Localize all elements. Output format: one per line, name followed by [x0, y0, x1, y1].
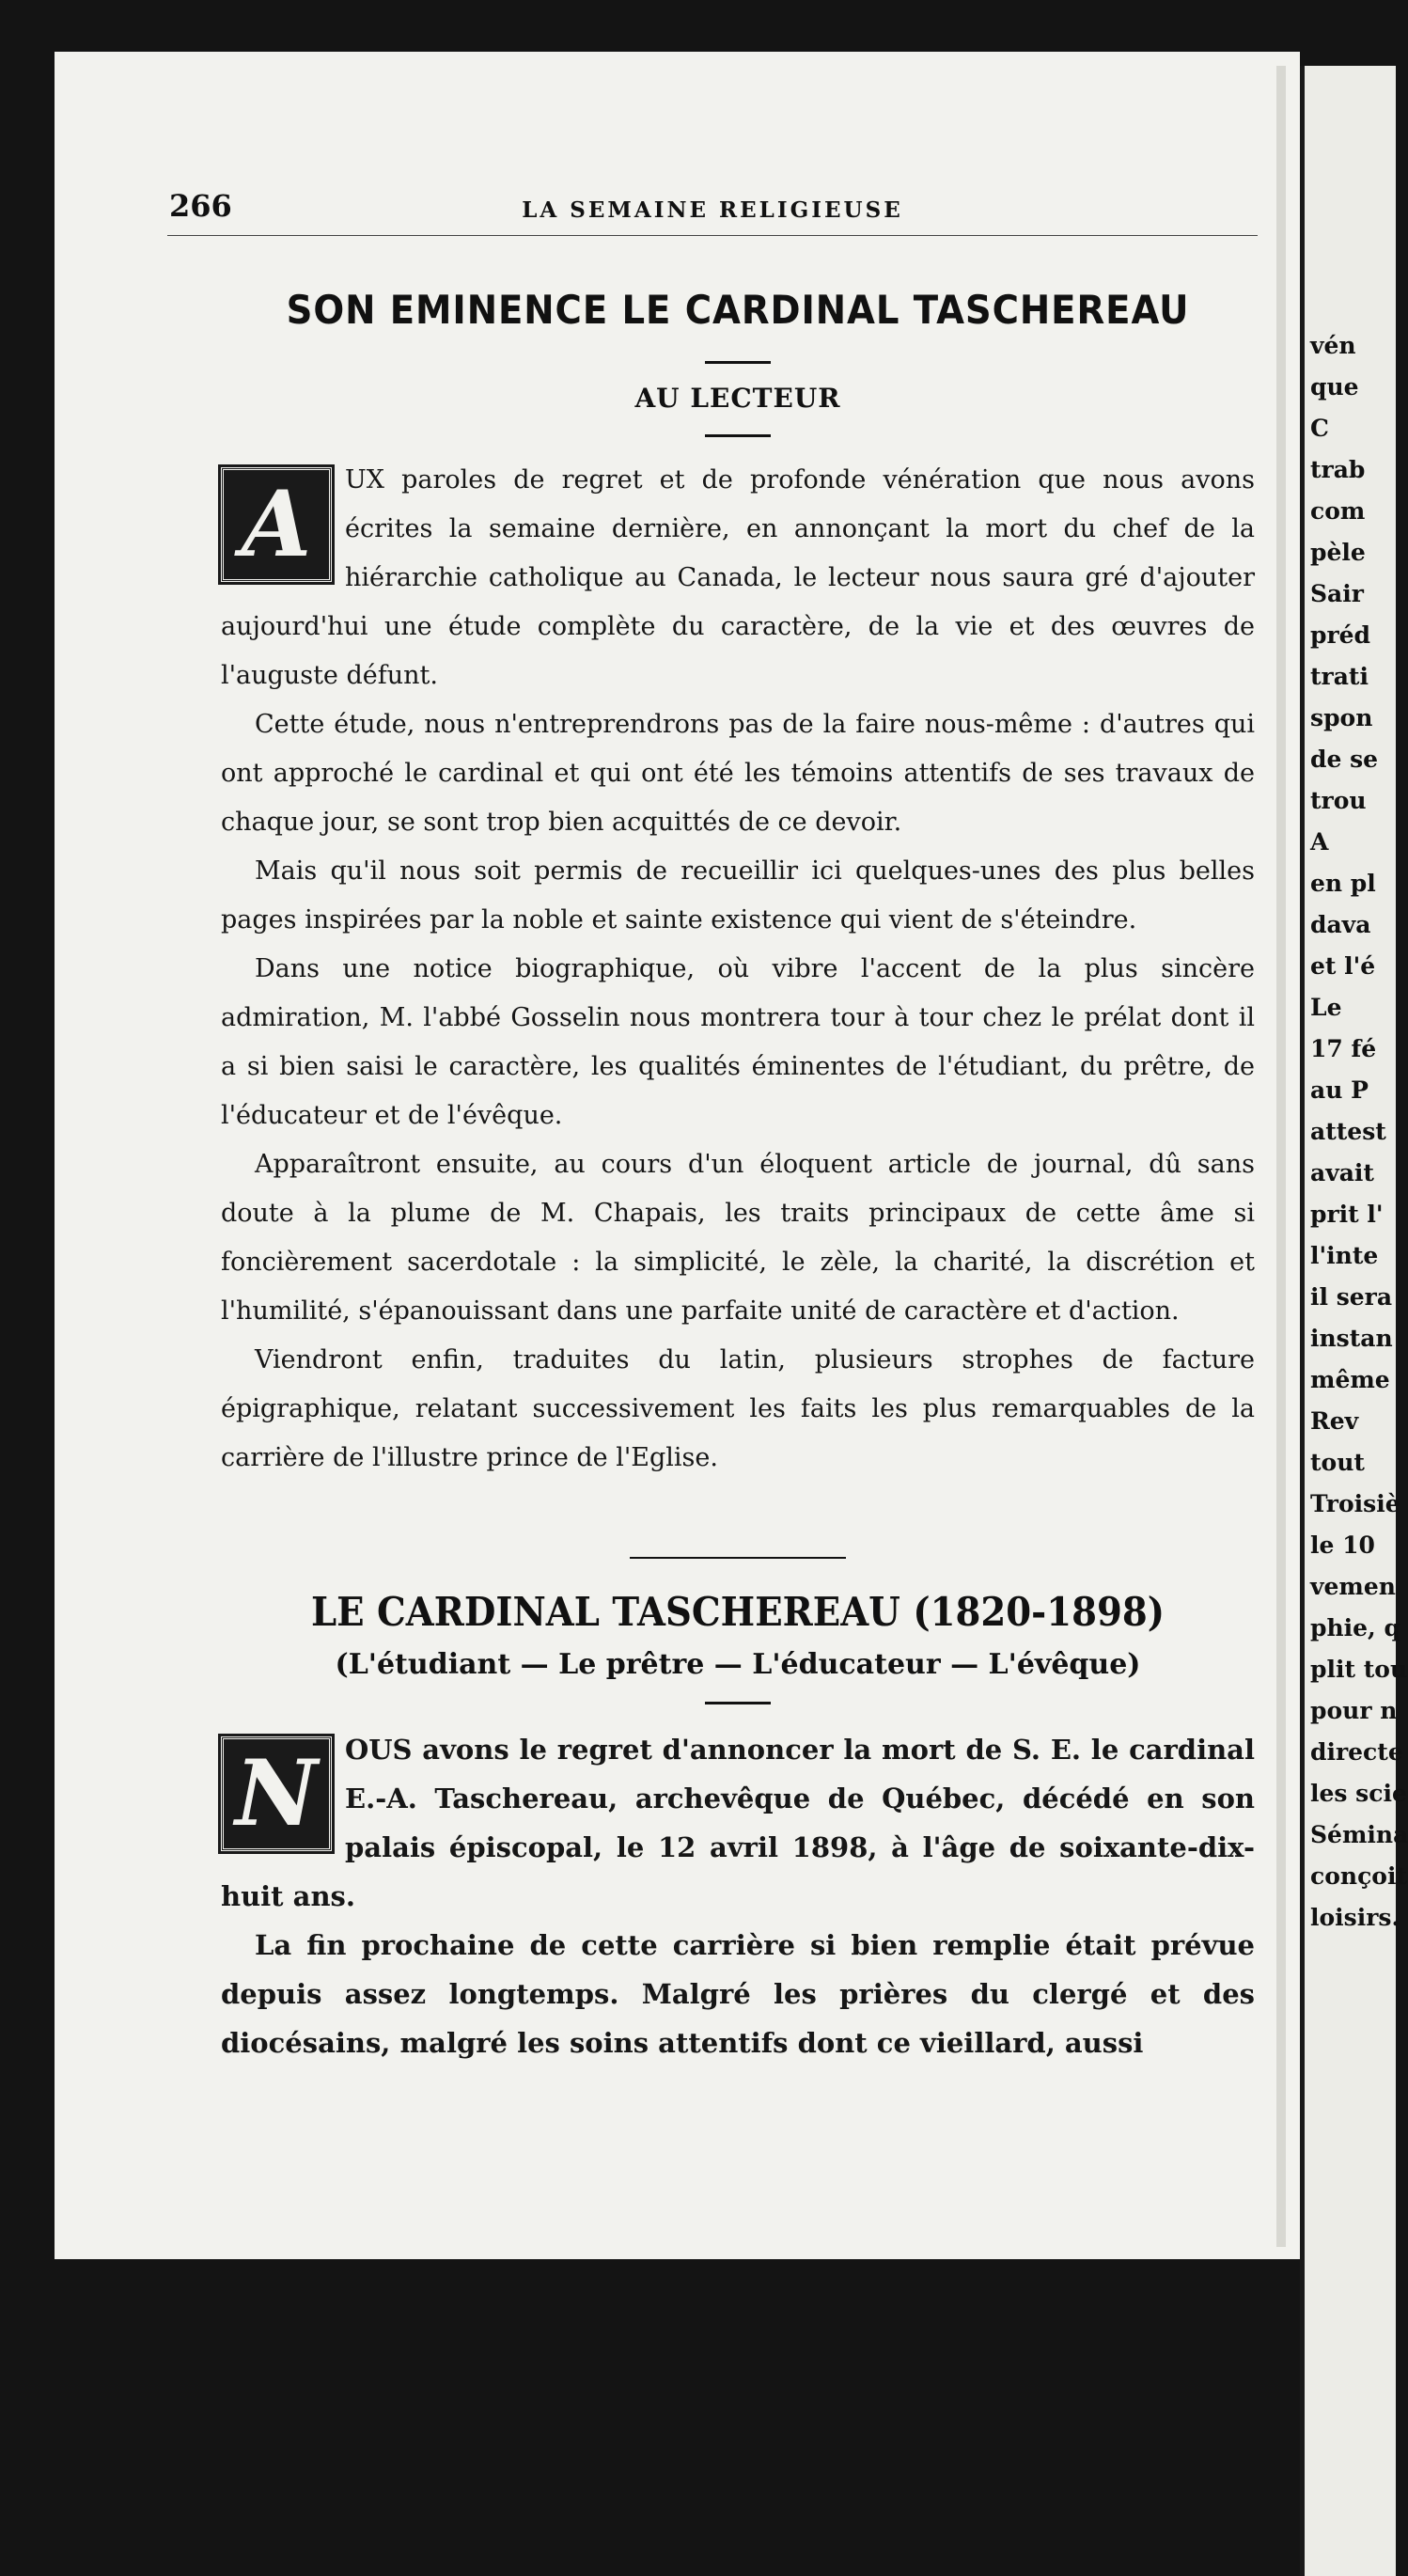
subtitle-rule	[705, 434, 771, 437]
article-title: SON EMINENCE LE CARDINAL TASCHEREAU	[286, 287, 1190, 333]
adjacent-page-line: les scie	[1310, 1780, 1407, 1807]
adjacent-page-line: loisirs.	[1310, 1904, 1400, 1931]
page-edge	[1276, 66, 1286, 2247]
page-number: 266	[169, 188, 232, 224]
adjacent-page-line: le 10	[1310, 1531, 1375, 1559]
adjacent-page-line: Sémina	[1310, 1821, 1408, 1848]
adjacent-page-line: directe	[1310, 1738, 1403, 1766]
adjacent-page-line: 17 fé	[1310, 1035, 1377, 1062]
subtitle-rule	[705, 1702, 771, 1704]
article-au-lecteur	[221, 287, 1255, 1483]
adjacent-page-line: même	[1310, 1366, 1390, 1393]
adjacent-page-line: préd	[1310, 621, 1371, 649]
adjacent-page-line: vén	[1310, 332, 1356, 359]
paragraph: Mais qu'il nous soit permis de recueillir ici quelques-unes des plus belles pages inspirées par la noble et sainte existence qui vient de s'éteindre.	[221, 856, 1255, 935]
adjacent-page-line: de se	[1310, 746, 1379, 773]
article-body	[221, 456, 1255, 1483]
article-subtitle: AU LECTEUR	[634, 383, 841, 414]
article-body	[221, 1725, 1255, 2067]
adjacent-page-line: que	[1310, 373, 1359, 401]
article-cardinal-taschereau	[221, 1589, 1255, 2067]
dropcap-letter: A	[221, 467, 332, 582]
running-header	[167, 188, 1258, 236]
adjacent-page-line: et l'é	[1310, 952, 1376, 980]
adjacent-page-line: attest	[1310, 1118, 1386, 1145]
adjacent-page-line: au P	[1310, 1076, 1369, 1104]
adjacent-page-line: Sair	[1310, 580, 1364, 607]
section-separator	[221, 1557, 1255, 1559]
paragraph: La fin prochaine de cette carrière si bien remplie était prévue depuis assez longtemps. Malgré les prières du clergé et des diocésains, malgré les soins attentifs dont ce vieillard, aussi	[221, 1929, 1255, 2059]
adjacent-page-line: avait	[1310, 1159, 1374, 1186]
adjacent-page-line: Le	[1310, 994, 1342, 1021]
adjacent-page-line: A	[1310, 828, 1329, 856]
adjacent-page-line: spon	[1310, 704, 1373, 731]
adjacent-page-line: prit l'	[1310, 1201, 1384, 1228]
adjacent-page-line: trou	[1310, 787, 1367, 814]
adjacent-page-line: phie, q	[1310, 1614, 1400, 1641]
dropcap-letter: N	[221, 1736, 332, 1851]
adjacent-page-line: tout	[1310, 1449, 1365, 1476]
paragraph: Apparaîtront ensuite, au cours d'un éloquent article de journal, dû sans doute à la plume de M. Chapais, les traits principaux de cette âme si foncièrement sacerdotale : la simplicité, le zèle, la charité, la discrétion et l'humilité, s'épanouissant dans une parfaite unité de caractère et d'action.	[221, 1150, 1255, 1326]
paragraph: OUS avons le regret d'annoncer la mort de S. E. le cardinal E.-A. Taschereau, archevêque de Québec, décédé en son palais épiscopal, le 12 avril 1898, à l'âge de soixante-dix-huit ans.	[221, 1734, 1255, 1912]
adjacent-page-line: plit tou	[1310, 1656, 1408, 1683]
adjacent-page-line: instan	[1310, 1325, 1393, 1352]
paragraph: UX paroles de regret et de profonde vénération que nous avons écrites la semaine dernière, en annonçant la mort du chef de la hiérarchie catholique au Canada, le lecteur nous saura gré d'ajouter aujourd'hui une étude complète du caractère, de la vie et des œuvres de l'auguste défunt.	[221, 465, 1255, 690]
running-title: LA SEMAINE RELIGIEUSE	[522, 197, 903, 223]
article-title: LE CARDINAL TASCHEREAU (1820-1898)	[310, 1589, 1166, 1635]
adjacent-page-line: en pl	[1310, 870, 1376, 897]
adjacent-page-line: trati	[1310, 663, 1369, 690]
adjacent-page-line: dava	[1310, 911, 1371, 938]
adjacent-page-line: C	[1310, 415, 1329, 442]
paragraph: Viendront enfin, traduites du latin, plusieurs strophes de facture épigraphique, relatant successivement les faits les plus remarquables de la carrière de l'illustre prince de l'Eglise.	[221, 1345, 1255, 1472]
paragraph: Cette étude, nous n'entreprendrons pas de la faire nous-même : d'autres qui ont approché le cardinal et qui ont été les témoins attentifs de ses travaux de chaque jour, se sont trop bien acquittés de ce devoir.	[221, 710, 1255, 837]
adjacent-page-line: com	[1310, 497, 1366, 525]
adjacent-page-line: l'inte	[1310, 1242, 1379, 1269]
paragraph: Dans une notice biographique, où vibre l'accent de la plus sincère admiration, M. l'abbé Gosselin nous montrera tour à tour chez le prélat dont il a si bien saisi le caractère, les qualités éminentes de l'étudiant, du prêtre, de l'éducateur et de l'évêque.	[221, 954, 1255, 1130]
adjacent-page-line: conçoit	[1310, 1862, 1408, 1890]
adjacent-page-line: Rev	[1310, 1407, 1359, 1435]
adjacent-page-fragment	[1300, 66, 1408, 2576]
adjacent-page-line: vemen	[1310, 1573, 1396, 1600]
article-subtitle: (L'étudiant — Le prêtre — L'éducateur — L'évêque)	[335, 1648, 1141, 1681]
adjacent-page-line: il sera	[1310, 1283, 1393, 1311]
adjacent-page-line: trab	[1310, 456, 1366, 483]
adjacent-page-line: pour n	[1310, 1697, 1398, 1724]
adjacent-page-line: Troisiè	[1310, 1490, 1400, 1517]
title-rule	[705, 361, 771, 364]
adjacent-page-line: pèle	[1310, 539, 1366, 566]
